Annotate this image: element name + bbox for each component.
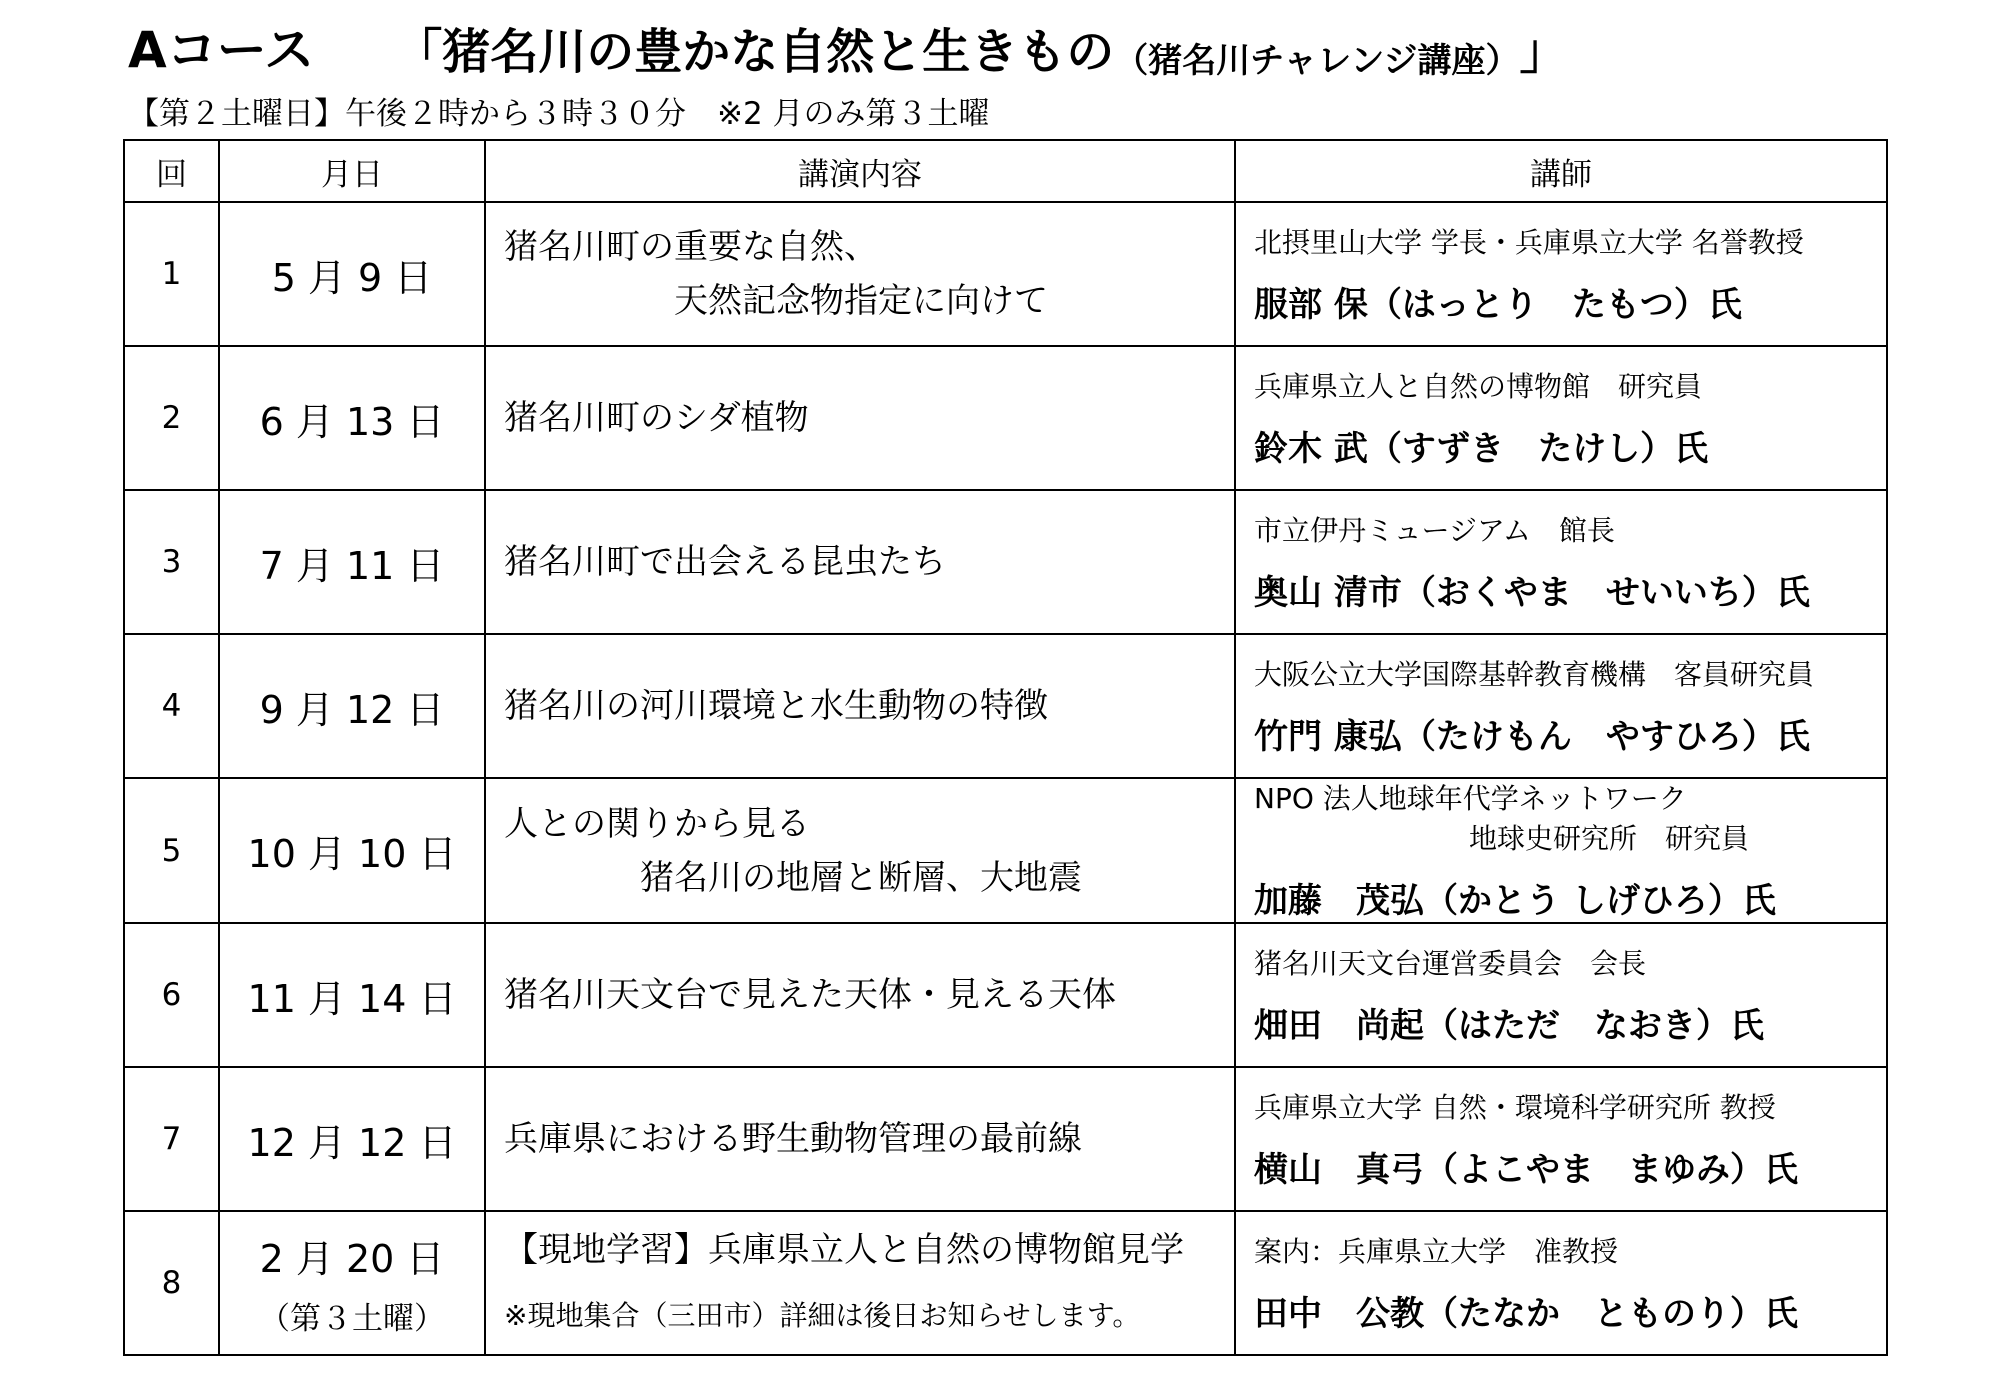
lecturer-name: 鈴木 武（すずき たけし）氏	[1254, 428, 1709, 469]
lecturer-affiliation: 猪名川天文台運営委員会 会長	[1254, 946, 1647, 980]
title-bracket-open: 「	[394, 24, 443, 80]
row-number: 3	[124, 490, 219, 634]
title-sub: （猪名川チャレンジ講座）	[1114, 41, 1520, 81]
row-number: 5	[124, 778, 219, 923]
title-main: 猪名川の豊かな自然と生きもの	[442, 24, 1115, 80]
date-text: 9 月 12 日	[259, 687, 445, 732]
row-date	[219, 346, 485, 490]
row-content	[485, 923, 1235, 1067]
lecture-title-line1: 猪名川町で出会える昆虫たち	[504, 542, 946, 582]
page-title	[128, 12, 1568, 82]
row-content	[485, 1211, 1235, 1355]
date-text: 11 月 14 日	[247, 976, 457, 1021]
table-header-row	[124, 140, 1887, 202]
row-lecturer	[1235, 202, 1887, 346]
lecturer-name: 横山 真弓（よこやま まゆみ）氏	[1254, 1149, 1798, 1190]
row-date	[219, 202, 485, 346]
lecturer-name: 竹門 康弘（たけもん やすひろ）氏	[1254, 716, 1810, 757]
lecturer-affiliation: 兵庫県立大学 自然・環境科学研究所 教授	[1254, 1090, 1776, 1124]
lecturer-affiliation: 大阪公立大学国際基幹教育機構 客員研究員	[1254, 657, 1815, 691]
header-lecturer: 講師	[1235, 140, 1887, 202]
row-number: 2	[124, 346, 219, 490]
table-body	[124, 202, 1887, 1355]
date-text: 2 月 20 日	[259, 1237, 445, 1281]
table-row	[124, 202, 1887, 346]
table-row	[124, 1067, 1887, 1211]
row-content	[485, 490, 1235, 634]
row-content	[485, 634, 1235, 778]
date-text: 6 月 13 日	[259, 399, 445, 444]
row-content	[485, 202, 1235, 346]
row-date	[219, 923, 485, 1067]
row-lecturer	[1235, 1211, 1887, 1355]
course-label: Aコース	[128, 21, 315, 79]
row-lecturer	[1235, 1067, 1887, 1211]
table-row	[124, 346, 1887, 490]
lecture-title-line1: 猪名川天文台で見えた天体・見える天体	[504, 975, 1116, 1015]
date-text: 10 月 10 日	[247, 832, 457, 876]
table-row	[124, 923, 1887, 1067]
lecturer-name: 奥山 清市（おくやま せいいち）氏	[1254, 572, 1810, 613]
lecturer-affiliation-line2: 地球史研究所 研究員	[1469, 822, 1750, 855]
lecturer-affiliation: NPO 法人地球年代学ネットワーク	[1254, 782, 1687, 815]
header-content: 講演内容	[485, 140, 1235, 202]
table-row	[124, 1211, 1887, 1355]
row-date	[219, 490, 485, 634]
header-no: 回	[124, 140, 219, 202]
lecturer-name: 畑田 尚起（はただ なおき）氏	[1254, 1005, 1764, 1046]
lecture-table	[123, 139, 1888, 1356]
row-lecturer	[1235, 923, 1887, 1067]
row-content	[485, 1067, 1235, 1211]
lecture-note: ※現地集合（三田市）詳細は後日お知らせします。	[504, 1299, 1141, 1332]
lecture-title-line1: 猪名川町の重要な自然、	[504, 227, 878, 267]
lecturer-name: 服部 保（はっとり たもつ）氏	[1254, 284, 1742, 325]
schedule-note: 【第２土曜日】午後２時から３時３０分 ※2 月のみ第３土曜	[128, 96, 990, 132]
lecturer-affiliation: 兵庫県立人と自然の博物館 研究員	[1254, 369, 1703, 403]
header-date: 月日	[219, 140, 485, 202]
lecture-title-line2: 猪名川の地層と断層、大地震	[640, 857, 1082, 898]
lecturer-name: 加藤 茂弘（かとう しげひろ）氏	[1254, 881, 1776, 921]
row-content	[485, 346, 1235, 490]
lecture-title-line1: 兵庫県における野生動物管理の最前線	[504, 1119, 1082, 1159]
row-number: 1	[124, 202, 219, 346]
table-row	[124, 778, 1887, 923]
row-lecturer	[1235, 634, 1887, 778]
row-number: 6	[124, 923, 219, 1067]
row-lecturer	[1235, 778, 1887, 923]
lecture-title-line1: 猪名川の河川環境と水生動物の特徴	[504, 686, 1048, 726]
table-row	[124, 490, 1887, 634]
date-note: （第３土曜）	[259, 1301, 445, 1337]
lecturer-affiliation: 市立伊丹ミュージアム 館長	[1254, 513, 1615, 547]
row-date	[219, 634, 485, 778]
row-date	[219, 1211, 485, 1355]
date-text: 12 月 12 日	[247, 1120, 457, 1165]
lecturer-affiliation: 案内：兵庫県立大学 准教授	[1254, 1234, 1619, 1268]
table-row	[124, 634, 1887, 778]
lecture-title-line1: 【現地学習】兵庫県立人と自然の博物館見学	[504, 1230, 1184, 1270]
row-date	[219, 1067, 485, 1211]
lecture-title-line2: 天然記念物指定に向けて	[674, 281, 1048, 321]
date-text: 5 月 9 日	[271, 255, 433, 300]
row-date	[219, 778, 485, 923]
row-lecturer	[1235, 490, 1887, 634]
row-content	[485, 778, 1235, 923]
title-bracket-close: 」	[1519, 24, 1568, 80]
row-number: 7	[124, 1067, 219, 1211]
row-lecturer	[1235, 346, 1887, 490]
lecture-title-line1: 人との関りから見る	[504, 803, 810, 844]
lecturer-name: 田中 公教（たなか とものり）氏	[1254, 1293, 1798, 1334]
row-number: 8	[124, 1211, 219, 1355]
lecturer-affiliation: 北摂里山大学 学長・兵庫県立大学 名誉教授	[1254, 225, 1804, 259]
row-number: 4	[124, 634, 219, 778]
lecture-title-line1: 猪名川町のシダ植物	[504, 398, 809, 438]
date-text: 7 月 11 日	[259, 543, 445, 588]
